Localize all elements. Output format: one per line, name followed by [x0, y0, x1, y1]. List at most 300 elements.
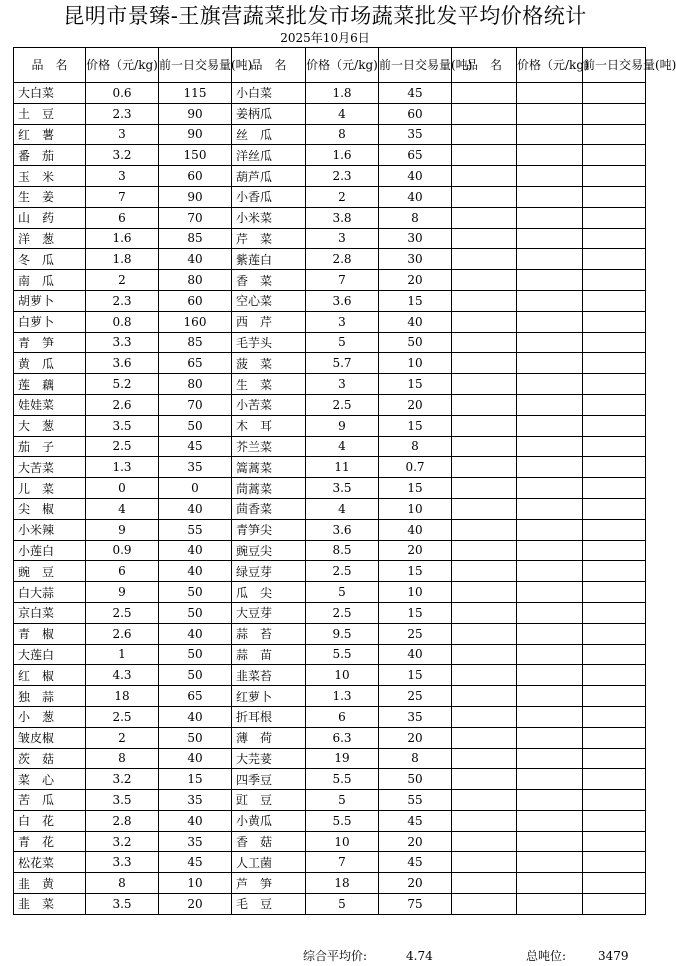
empty-cell [517, 374, 583, 395]
price-cell: 9.5 [306, 623, 379, 644]
empty-cell [517, 665, 583, 686]
volume-cell: 50 [159, 582, 232, 603]
price-cell: 0.8 [86, 311, 159, 332]
product-name-cell: 洋 葱 [14, 228, 86, 249]
product-name-cell: 小黄瓜 [232, 810, 306, 831]
empty-cell [517, 166, 583, 187]
price-cell: 5.7 [306, 353, 379, 374]
table-row [14, 727, 646, 748]
empty-cell [452, 727, 517, 748]
product-name-cell: 蒜 苔 [232, 623, 306, 644]
table-row [14, 394, 646, 415]
table-row [14, 602, 646, 623]
product-name-cell: 尖 椒 [14, 498, 86, 519]
empty-cell [452, 894, 517, 915]
product-name-cell: 芹 菜 [232, 228, 306, 249]
product-name-cell: 小米菜 [232, 207, 306, 228]
price-cell: 9 [306, 415, 379, 436]
price-cell: 3.2 [86, 831, 159, 852]
product-name-cell: 青笋尖 [232, 519, 306, 540]
price-cell: 5.5 [306, 769, 379, 790]
volume-cell: 150 [159, 145, 232, 166]
volume-cell: 20 [159, 894, 232, 915]
product-name-cell: 丝 瓜 [232, 124, 306, 145]
table-row [14, 894, 646, 915]
price-cell: 8 [86, 873, 159, 894]
price-cell: 6 [86, 207, 159, 228]
total-tonnage-label: 总吨位: [526, 949, 567, 963]
price-cell: 10 [306, 831, 379, 852]
table-row [14, 478, 646, 499]
empty-cell [583, 644, 646, 665]
price-cell: 1.6 [306, 145, 379, 166]
empty-cell [452, 644, 517, 665]
product-name-cell: 青 椒 [14, 623, 86, 644]
empty-cell [452, 166, 517, 187]
empty-cell [452, 394, 517, 415]
empty-cell [583, 311, 646, 332]
volume-cell: 8 [379, 436, 452, 457]
product-name-cell: 大 葱 [14, 415, 86, 436]
volume-cell: 10 [379, 582, 452, 603]
header-volume: 前一日交易量(吨) [583, 48, 646, 83]
empty-cell [583, 478, 646, 499]
product-name-cell: 豇 豆 [232, 790, 306, 811]
empty-cell [517, 311, 583, 332]
empty-cell [517, 415, 583, 436]
price-cell: 5.5 [306, 810, 379, 831]
price-cell: 3.5 [306, 478, 379, 499]
product-name-cell: 瓜 尖 [232, 582, 306, 603]
product-name-cell: 红萝卜 [232, 686, 306, 707]
volume-cell: 50 [159, 644, 232, 665]
table-row [14, 374, 646, 395]
price-cell: 3.3 [86, 332, 159, 353]
product-name-cell: 大苦菜 [14, 457, 86, 478]
price-cell: 0 [86, 478, 159, 499]
empty-cell [452, 415, 517, 436]
empty-cell [517, 124, 583, 145]
empty-cell [452, 103, 517, 124]
volume-cell: 55 [159, 519, 232, 540]
empty-cell [583, 748, 646, 769]
volume-cell: 15 [159, 769, 232, 790]
price-cell: 2.5 [86, 706, 159, 727]
price-cell: 2.5 [306, 394, 379, 415]
volume-cell: 40 [159, 561, 232, 582]
price-cell: 1.3 [306, 686, 379, 707]
empty-cell [517, 810, 583, 831]
product-name-cell: 胡萝卜 [14, 290, 86, 311]
price-cell: 4 [306, 436, 379, 457]
price-cell: 10 [306, 665, 379, 686]
volume-cell: 45 [159, 852, 232, 873]
product-name-cell: 南 瓜 [14, 270, 86, 291]
price-cell: 2.8 [86, 810, 159, 831]
empty-cell [452, 706, 517, 727]
volume-cell: 30 [379, 249, 452, 270]
empty-cell [583, 894, 646, 915]
product-name-cell: 京白菜 [14, 602, 86, 623]
header-name: 品 名 [14, 48, 86, 83]
volume-cell: 90 [159, 124, 232, 145]
price-cell: 6.3 [306, 727, 379, 748]
empty-cell [517, 478, 583, 499]
empty-cell [452, 831, 517, 852]
price-cell: 3 [306, 228, 379, 249]
empty-cell [452, 83, 517, 104]
table-row [14, 83, 646, 104]
empty-cell [583, 873, 646, 894]
volume-cell: 60 [379, 103, 452, 124]
product-name-cell: 小米辣 [14, 519, 86, 540]
empty-cell [452, 498, 517, 519]
table-row [14, 498, 646, 519]
table-row [14, 353, 646, 374]
price-cell: 8 [86, 748, 159, 769]
price-table [13, 47, 676, 915]
volume-cell: 20 [379, 394, 452, 415]
table-row [14, 852, 646, 873]
empty-cell [583, 207, 646, 228]
table-row [14, 623, 646, 644]
table-row [14, 166, 646, 187]
empty-cell [452, 748, 517, 769]
product-name-cell: 韭菜苔 [232, 665, 306, 686]
empty-cell [517, 748, 583, 769]
table-row [14, 270, 646, 291]
price-cell: 11 [306, 457, 379, 478]
product-name-cell: 姜柄瓜 [232, 103, 306, 124]
price-cell: 0.6 [86, 83, 159, 104]
product-name-cell: 洋丝瓜 [232, 145, 306, 166]
volume-cell: 40 [159, 498, 232, 519]
volume-cell: 60 [159, 290, 232, 311]
price-cell: 3.5 [86, 790, 159, 811]
header-price: 价格（元/kg) [86, 48, 159, 83]
product-name-cell: 大白菜 [14, 83, 86, 104]
price-cell: 1.8 [86, 249, 159, 270]
empty-cell [452, 228, 517, 249]
product-name-cell: 豌豆尖 [232, 540, 306, 561]
product-name-cell: 毛 豆 [232, 894, 306, 915]
volume-cell: 70 [159, 394, 232, 415]
volume-cell: 15 [379, 478, 452, 499]
price-cell: 3.2 [86, 145, 159, 166]
product-name-cell: 独 蒜 [14, 686, 86, 707]
table-body [14, 83, 646, 915]
empty-cell [517, 540, 583, 561]
price-cell: 3.3 [86, 852, 159, 873]
price-cell: 5 [306, 790, 379, 811]
price-cell: 1.3 [86, 457, 159, 478]
empty-cell [452, 353, 517, 374]
volume-cell: 90 [159, 186, 232, 207]
header-name: 品 名 [452, 48, 517, 83]
table-row [14, 873, 646, 894]
empty-cell [517, 706, 583, 727]
price-cell: 2.5 [306, 602, 379, 623]
volume-cell: 8 [379, 748, 452, 769]
volume-cell: 50 [379, 332, 452, 353]
volume-cell: 0.7 [379, 457, 452, 478]
empty-cell [452, 769, 517, 790]
empty-cell [452, 478, 517, 499]
volume-cell: 50 [159, 602, 232, 623]
price-cell: 8.5 [306, 540, 379, 561]
product-name-cell: 大芫荽 [232, 748, 306, 769]
empty-cell [517, 228, 583, 249]
price-cell: 9 [86, 582, 159, 603]
product-name-cell: 毛芋头 [232, 332, 306, 353]
empty-cell [452, 665, 517, 686]
volume-cell: 40 [379, 166, 452, 187]
price-cell: 3.2 [86, 769, 159, 790]
volume-cell: 20 [379, 727, 452, 748]
product-name-cell: 菠 菜 [232, 353, 306, 374]
empty-cell [583, 249, 646, 270]
empty-cell [517, 457, 583, 478]
empty-cell [517, 249, 583, 270]
empty-cell [452, 186, 517, 207]
price-cell: 7 [86, 186, 159, 207]
product-name-cell: 人工菌 [232, 852, 306, 873]
empty-cell [517, 686, 583, 707]
empty-cell [452, 124, 517, 145]
empty-cell [452, 374, 517, 395]
volume-cell: 25 [379, 686, 452, 707]
volume-cell: 40 [159, 706, 232, 727]
empty-cell [517, 602, 583, 623]
volume-cell: 20 [379, 540, 452, 561]
volume-cell: 15 [379, 602, 452, 623]
product-name-cell: 白 花 [14, 810, 86, 831]
header-price: 价格（元/kg) [517, 48, 583, 83]
empty-cell [583, 186, 646, 207]
empty-cell [583, 353, 646, 374]
price-cell: 5 [306, 332, 379, 353]
empty-cell [583, 561, 646, 582]
price-cell: 18 [306, 873, 379, 894]
header-volume: 前一日交易量(吨) [159, 48, 232, 83]
empty-cell [517, 790, 583, 811]
volume-cell: 45 [379, 83, 452, 104]
empty-cell [452, 873, 517, 894]
volume-cell: 65 [159, 686, 232, 707]
price-cell: 9 [86, 519, 159, 540]
product-name-cell: 茼蒿菜 [232, 478, 306, 499]
volume-cell: 20 [379, 873, 452, 894]
volume-cell: 40 [379, 519, 452, 540]
table-row [14, 186, 646, 207]
product-name-cell: 玉 米 [14, 166, 86, 187]
empty-cell [583, 124, 646, 145]
volume-cell: 55 [379, 790, 452, 811]
empty-cell [452, 686, 517, 707]
volume-cell: 65 [379, 145, 452, 166]
product-name-cell: 儿 菜 [14, 478, 86, 499]
price-cell: 2.3 [306, 166, 379, 187]
table-row [14, 519, 646, 540]
table-row [14, 207, 646, 228]
product-name-cell: 茴香菜 [232, 498, 306, 519]
volume-cell: 40 [159, 810, 232, 831]
empty-cell [517, 332, 583, 353]
price-cell: 2.5 [86, 436, 159, 457]
volume-cell: 35 [379, 124, 452, 145]
table-row [14, 124, 646, 145]
header-price: 价格（元/kg) [306, 48, 379, 83]
volume-cell: 70 [159, 207, 232, 228]
volume-cell: 35 [159, 831, 232, 852]
empty-cell [517, 644, 583, 665]
empty-cell [517, 394, 583, 415]
price-cell: 2.6 [86, 623, 159, 644]
empty-cell [452, 582, 517, 603]
product-name-cell: 茨 菇 [14, 748, 86, 769]
product-name-cell: 土 豆 [14, 103, 86, 124]
price-cell: 2.3 [86, 103, 159, 124]
volume-cell: 15 [379, 415, 452, 436]
empty-cell [452, 810, 517, 831]
table-row [14, 831, 646, 852]
volume-cell: 85 [159, 332, 232, 353]
empty-cell [583, 790, 646, 811]
product-name-cell: 芥兰菜 [232, 436, 306, 457]
empty-cell [583, 831, 646, 852]
empty-cell [583, 665, 646, 686]
price-cell: 2.5 [306, 561, 379, 582]
table-row [14, 582, 646, 603]
price-cell: 0.9 [86, 540, 159, 561]
volume-cell: 8 [379, 207, 452, 228]
empty-cell [452, 623, 517, 644]
empty-cell [517, 103, 583, 124]
empty-cell [452, 436, 517, 457]
volume-cell: 45 [379, 810, 452, 831]
table-row [14, 436, 646, 457]
product-name-cell: 大莲白 [14, 644, 86, 665]
table-row [14, 311, 646, 332]
volume-cell: 10 [379, 498, 452, 519]
table-row [14, 769, 646, 790]
product-name-cell: 黄 瓜 [14, 353, 86, 374]
price-cell: 4 [86, 498, 159, 519]
empty-cell [517, 270, 583, 291]
product-name-cell: 白萝卜 [14, 311, 86, 332]
volume-cell: 25 [379, 623, 452, 644]
empty-cell [452, 457, 517, 478]
header-volume: 前一日交易量(吨) [379, 48, 452, 83]
price-cell: 2.8 [306, 249, 379, 270]
product-name-cell: 菜 心 [14, 769, 86, 790]
empty-cell [583, 582, 646, 603]
price-cell: 2.6 [86, 394, 159, 415]
empty-cell [583, 83, 646, 104]
product-name-cell: 红 薯 [14, 124, 86, 145]
empty-cell [517, 436, 583, 457]
empty-cell [583, 145, 646, 166]
volume-cell: 30 [379, 228, 452, 249]
price-cell: 7 [306, 852, 379, 873]
price-cell: 4.3 [86, 665, 159, 686]
product-name-cell: 娃娃菜 [14, 394, 86, 415]
empty-cell [517, 873, 583, 894]
empty-cell [517, 727, 583, 748]
volume-cell: 35 [159, 457, 232, 478]
product-name-cell: 生 姜 [14, 186, 86, 207]
table-row [14, 686, 646, 707]
empty-cell [583, 769, 646, 790]
table-row [14, 415, 646, 436]
price-cell: 3.6 [306, 290, 379, 311]
product-name-cell: 小莲白 [14, 540, 86, 561]
price-cell: 1.6 [86, 228, 159, 249]
product-name-cell: 皱皮椒 [14, 727, 86, 748]
price-cell: 2 [86, 727, 159, 748]
price-cell: 6 [306, 706, 379, 727]
product-name-cell: 木 耳 [232, 415, 306, 436]
empty-cell [452, 540, 517, 561]
product-name-cell: 大豆芽 [232, 602, 306, 623]
product-name-cell: 青 笋 [14, 332, 86, 353]
volume-cell: 35 [379, 706, 452, 727]
price-cell: 2 [306, 186, 379, 207]
empty-cell [583, 727, 646, 748]
price-cell: 3 [86, 166, 159, 187]
empty-cell [517, 186, 583, 207]
empty-cell [517, 290, 583, 311]
product-name-cell: 莲 藕 [14, 374, 86, 395]
product-name-cell: 白大蒜 [14, 582, 86, 603]
price-cell: 1 [86, 644, 159, 665]
table-row [14, 706, 646, 727]
product-name-cell: 薄 荷 [232, 727, 306, 748]
empty-cell [452, 519, 517, 540]
price-cell: 3 [306, 374, 379, 395]
empty-cell [517, 769, 583, 790]
empty-cell [452, 249, 517, 270]
price-cell: 3.6 [306, 519, 379, 540]
volume-cell: 60 [159, 166, 232, 187]
product-name-cell: 松花菜 [14, 852, 86, 873]
table-row [14, 332, 646, 353]
empty-cell [517, 83, 583, 104]
volume-cell: 80 [159, 270, 232, 291]
empty-cell [583, 706, 646, 727]
empty-cell [583, 810, 646, 831]
price-cell: 3.8 [306, 207, 379, 228]
empty-cell [583, 290, 646, 311]
empty-cell [452, 790, 517, 811]
empty-cell [583, 852, 646, 873]
price-cell: 5 [306, 582, 379, 603]
volume-cell: 40 [379, 644, 452, 665]
volume-cell: 0 [159, 478, 232, 499]
product-name-cell: 小白菜 [232, 83, 306, 104]
volume-cell: 15 [379, 561, 452, 582]
table-row [14, 790, 646, 811]
table-row [14, 540, 646, 561]
volume-cell: 115 [159, 83, 232, 104]
product-name-cell: 绿豆芽 [232, 561, 306, 582]
total-tonnage-value: 3479 [598, 949, 629, 963]
header-name: 品 名 [232, 48, 306, 83]
product-name-cell: 冬 瓜 [14, 249, 86, 270]
product-name-cell: 篙蒿菜 [232, 457, 306, 478]
volume-cell: 50 [379, 769, 452, 790]
empty-cell [517, 353, 583, 374]
